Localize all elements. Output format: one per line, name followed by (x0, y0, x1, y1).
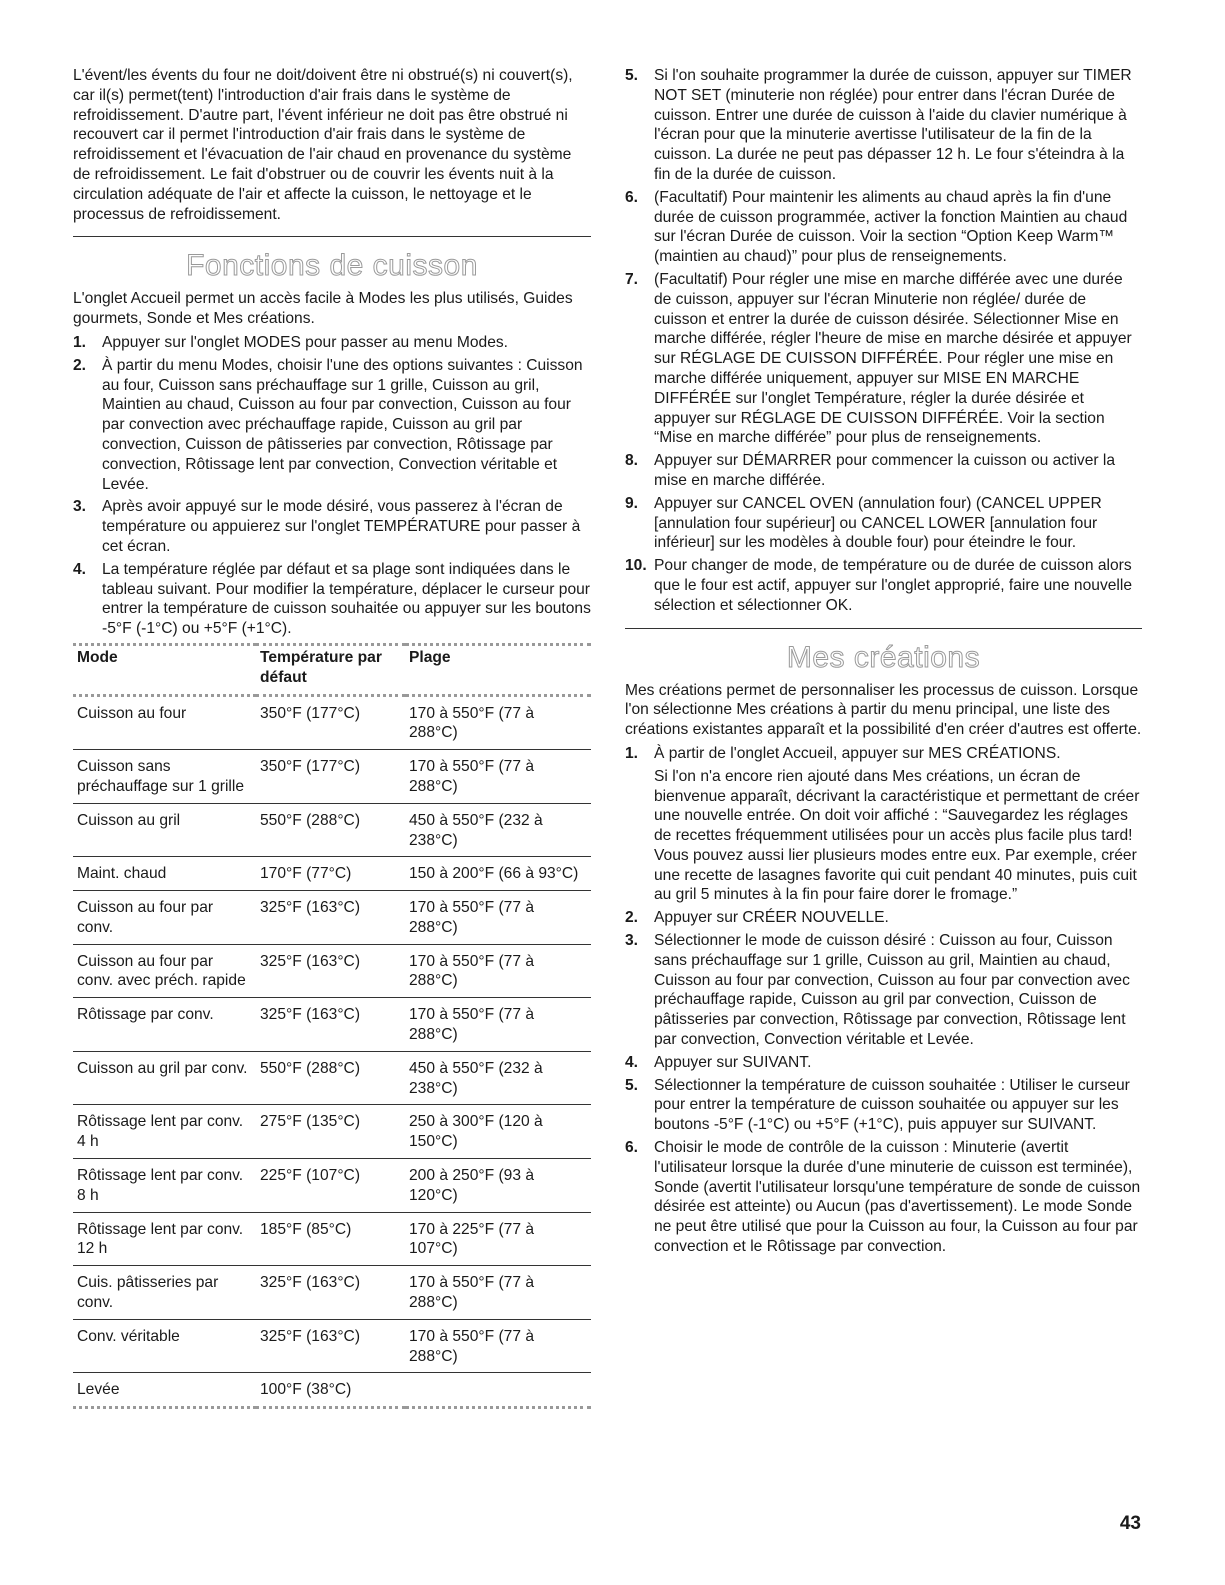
table-row: Rôtissage lent par conv. 12 h 185°F (85°C) 170 à 225°F (77 à 107°C) (73, 1212, 591, 1266)
table-row: Levée 100°F (38°C) (73, 1373, 591, 1408)
table-header-row (73, 644, 591, 695)
left-column (73, 66, 591, 1409)
table-row: Cuisson au four par conv. 325°F (163°C) 170 à 550°F (77 à 288°C) (73, 891, 591, 945)
table-row: Rôtissage lent par conv. 4 h 275°F (135°C) 250 à 300°F (120 à 150°C) (73, 1105, 591, 1159)
table-row: Cuisson au gril par conv. 550°F (288°C) 450 à 550°F (232 à 238°C) (73, 1051, 591, 1105)
creation-steps-list (625, 744, 1142, 1257)
step-item: 2. À partir du menu Modes, choisir l'une des options suivantes : Cuisson au four, Cuisson sans préchauffage sur 1 grille, Cuisson au gril, Maintien au chaud, Cuisson au four par convection, Cuisson au four par convection avec préchauffage rapide, Cuisson au gril par convection, Cuisson de pâtisseries par convection, Rôtissage par convection, Rôtissage lent par convection, Convection véritable et Levée. (73, 356, 583, 493)
step-item: 4. La température réglée par défaut et sa plage sont indiquées dans le tableau suivant. Pour modifier la température, déplacer le curseur pour entrer la température de cuisson souhaitée ou appuyer sur les boutons -5°F (-1°C) ou +5°F (+1°C). (73, 560, 591, 638)
step-item: 10. Pour changer de mode, de température ou de durée de cuisson alors que le four est actif, appuyer sur l'onglet approprié, faire une nouvelle sélection et sélectionner OK. (625, 557, 1133, 614)
step-item: 1. Appuyer sur l'onglet MODES pour passer au menu Modes. (73, 333, 509, 351)
section-divider (73, 236, 591, 237)
table-row: Cuisson au four par conv. avec préch. rapide 325°F (163°C) 170 à 550°F (77 à 288°C) (73, 944, 591, 998)
cooking-modes-table (73, 643, 591, 1409)
step-item: 2. Appuyer sur CRÉER NOUVELLE. (625, 909, 889, 927)
table-row: Conv. véritable 325°F (163°C) 170 à 550°F (77 à 288°C) (73, 1319, 591, 1373)
table-row: Maint. chaud 170°F (77°C) 150 à 200°F (66 à 93°C) (73, 857, 591, 891)
table-row: Cuisson sans préchauffage sur 1 grille 350°F (177°C) 170 à 550°F (77 à 288°C) (73, 750, 591, 804)
section-title-mes-creations: Mes créations (786, 640, 981, 674)
step-item: 8. Appuyer sur DÉMARRER pour commencer la cuisson ou activer la mise en marche différée. (625, 452, 1116, 489)
step-item: 5. Sélectionner la température de cuisson souhaitée : Utiliser le curseur pour entrer la température de cuisson souhaitée ou appuyer sur les boutons -5°F (-1°C) ou +5°F (+1°C), puis appuyer sur SUIVANT. (625, 1076, 1130, 1134)
section-intro: L'onglet Accueil permet un accès facile à Modes les plus utilisés, Guides gourmets, Sonde et Mes créations. (73, 290, 573, 328)
section-title-fonctions-de-cuisson: Fonctions de cuisson (186, 249, 478, 283)
step-item: 3. Sélectionner le mode de cuisson désiré : Cuisson au four, Cuisson sans préchauffage sur 1 grille, Cuisson au gril, Maintien au chaud, Cuisson au four par convection, Cuisson au four par convection avec préchauffage rapide, Cuisson au gril par convection, Cuisson de pâtisseries par convection, Rôtissage par convection, Rôtissage lent par convection, Convection véritable et Levée. (625, 932, 1130, 1049)
table-row: Cuis. pâtisseries par conv. 325°F (163°C) 170 à 550°F (77 à 288°C) (73, 1266, 591, 1320)
vent-warning-paragraph: L'évent/les évents du four ne doit/doivent être ni obstrué(s) ni couvert(s), car il(s) permet(tent) l'introduction d'air frais dans le système de refroidissement. D'autre part, l'évent inférieur ne doit pas être obstrué ni recouvert car il permet l'introduction d'air frais dans le système de refroidissement et l'évacuation de l'air chaud en provenance du système de refroidissement. Le fait d'obstruer ou de couvrir les évents nuit à la circulation adéquate de l'air et affecte la cuisson, le nettoyage et le processus de refroidissement. (73, 67, 573, 223)
step-item: 6. (Facultatif) Pour maintenir les aliments au chaud après la fin d'une durée de cuisson programmée, activer la fonction Maintien au chaud sur l'écran Durée de cuisson. Voir la section “Option Keep Warm™ (maintien au chaud)” pour plus de renseignements. (625, 188, 1128, 266)
table-row: Cuisson au four 350°F (177°C) 170 à 550°F (77 à 288°C) (73, 695, 591, 750)
right-column (625, 66, 1142, 1260)
step-item: 7. (Facultatif) Pour régler une mise en marche différée avec une durée de cuisson, appuyer sur l'écran Minuterie non réglée/ durée de cuisson et entrer la durée de cuisson désirée. Sélectionner Mise en marche différée, régler l'heure de mise en marche désirée et appuyer sur RÉGLAGE DE CUISSON DIFFÉRÉE. Pour régler une mise en marche différée uniquement, appuyer sur MISE EN MARCHE DIFFÉRÉE sur l'onglet Température, régler la durée désirée et appuyer sur RÉGLAGE DE CUISSON DIFFÉRÉE. Voir la section “Mise en marche différée” pour plus de renseignements. (625, 270, 1132, 447)
step-item: 3. Après avoir appuyé sur le mode désiré, vous passerez à l'écran de température ou appuierez sur l'onglet TEMPÉRATURE pour passer à cet écran. (73, 498, 581, 555)
welcome-screen-note: Si l'on n'a encore rien ajouté dans Mes créations, un écran de bienvenue apparaît, décrivant la caractéristique et permettant de créer une nouvelle entrée. On doit voir affiché : “Sauvegardez les réglages de recettes fréquemment utilisées pour un accès plus facile plus tard! Vous pouvez aussi lier plusieurs modes entre eux. Par exemple, créer une recette de lasagnes favorite qui cuit pendant 40 minutes, puis cuit au gril 5 minutes à la fin pour faire dorer le fromage.” (654, 767, 1140, 904)
header-mode: Mode (77, 648, 118, 666)
table-row: Cuisson au gril 550°F (288°C) 450 à 550°F (232 à 238°C) (73, 803, 591, 857)
header-range: Plage (409, 648, 451, 666)
page-number: 43 (1119, 1513, 1141, 1534)
step-item: 9. Appuyer sur CANCEL OVEN (annulation four) (CANCEL UPPER [annulation four supérieur] ou CANCEL LOWER [annulation four inférieur] sur les modèles à double four) pour éteindre le four. (625, 494, 1102, 552)
cooking-steps-list (73, 333, 591, 639)
section-intro: Mes créations permet de personnaliser les processus de cuisson. Lorsque l'on sélectionne Mes créations à partir du menu principal, une liste des créations existantes apparaît et la possibilité d'en créer d'autres est offerte. (625, 681, 1142, 739)
table-row: Rôtissage par conv. 325°F (163°C) 170 à 550°F (77 à 288°C) (73, 998, 591, 1052)
section-divider (625, 628, 1142, 629)
header-default-temperature: Température par défaut (260, 648, 382, 686)
table-row: Rôtissage lent par conv. 8 h 225°F (107°C) 200 à 250°F (93 à 120°C) (73, 1159, 591, 1213)
step-item: 4. Appuyer sur SUIVANT. (625, 1053, 812, 1071)
cooking-steps-continued-list (625, 66, 1142, 616)
step-item: 5. Si l'on souhaite programmer la durée de cuisson, appuyer sur TIMER NOT SET (minuterie non réglée) pour entrer dans l'écran Durée de cuisson. Entrer une durée de cuisson à l'aide du clavier numérique à l'écran pour que la minuterie avertisse l'utilisateur de la fin de la cuisson. La durée ne peut pas dépasser 12 h. Le four s'éteindra à la fin de la durée de cuisson. (625, 67, 1132, 183)
step-item: 6. Choisir le mode de contrôle de la cuisson : Minuterie (avertit l'utilisateur lorsque la durée d'une minuterie de cuisson est terminée), Sonde (avertit l'utilisateur lorsqu'une température de sonde de cuisson désirée est atteinte) ou Aucun (pas d'avertissement). Le mode Sonde ne peut être utilisé que pour la Cuisson au four, la Cuisson au four par convection et le Rôtissage par convection. (625, 1139, 1141, 1256)
step-item: 1. À partir de l'onglet Accueil, appuyer sur MES CRÉATIONS. Si l'on n'a encore rien ajouté dans Mes créations, un écran de bienvenue apparaît, décrivant la caractéristique et permettant de créer une nouvelle entrée. On doit voir affiché : “Sauvegardez les réglages de recettes fréquemment utilisées pour un accès plus facile plus tard! Vous pouvez aussi lier plusieurs modes entre eux. Par exemple, créer une recette de lasagnes favorite qui cuit pendant 40 minutes, puis cuit au gril 5 minutes à la fin pour faire dorer le fromage.” (625, 744, 1142, 905)
